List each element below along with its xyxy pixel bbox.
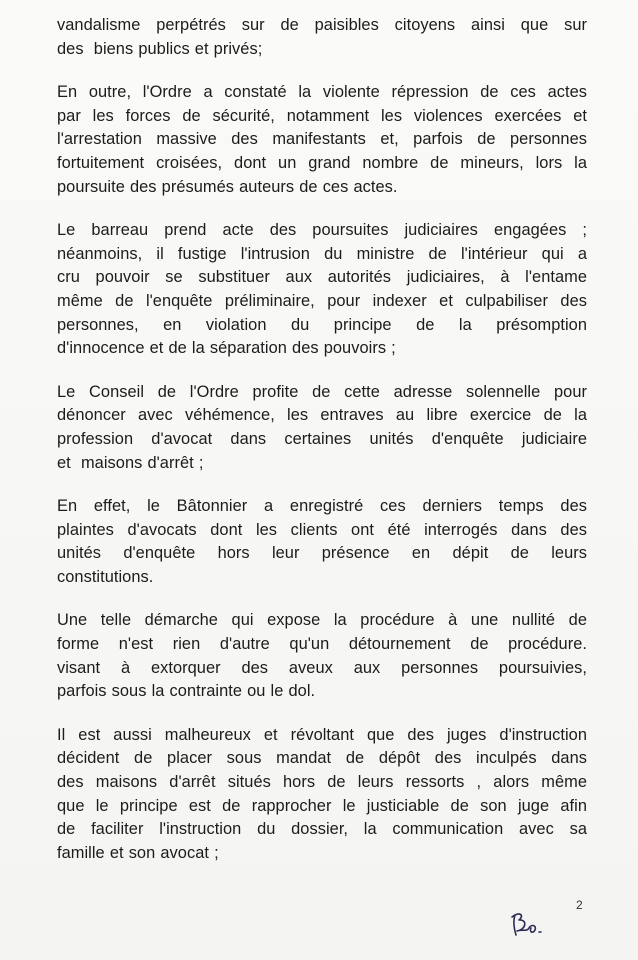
text-line: même de l'enquête préliminaire, pour indexer et culpabiliser des [57,291,587,310]
text-line: que le principe est de rapprocher le justiciable de son juge afin [57,796,587,815]
text-line: néanmoins, il fustige l'intrusion du ministre de l'intérieur qui a [57,244,587,263]
text-line: d'innocence et de la séparation des pouvoirs ; [57,339,396,358]
paragraph [57,381,587,475]
text-line: des maisons d'arrêt situés hors de leurs ressorts , alors même [57,773,587,792]
text-line: dénoncer avec véhémence, les entraves au libre exercice de la [57,406,587,425]
text-line: et maisons d'arrêt ; [57,453,204,472]
paragraph [57,219,587,361]
text-line: des biens publics et privés; [57,39,263,58]
paragraph [57,609,587,703]
text-line: vandalisme perpétrés sur de paisibles citoyens ainsi que sur [57,16,587,34]
paragraph [57,81,587,199]
text-line: de faciliter l'instruction du dossier, la communication avec sa [57,820,587,839]
paragraph [57,724,587,866]
text-line: l'arrestation massive des manifestants et, parfois de personnes [57,130,587,149]
text-line: constitutions. [57,567,154,586]
text-line: plaintes d'avocats dont les clients ont été interrogés dans des [57,520,587,539]
paragraph [57,14,587,61]
text-line: par les forces de sécurité, notamment les violences exercées et [57,106,587,125]
text-line: profession d'avocat dans certaines unités d'enquête judiciaire [57,429,587,448]
text-line: famille et son avocat ; [57,843,219,862]
text-line: décident de placer sous mandat de dépôt des inculpés dans [57,749,587,768]
text-line: En effet, le Bâtonnier a enregistré ces derniers temps des [57,497,587,516]
text-line: Le Conseil de l'Ordre profite de cette adresse solennelle pour [57,382,587,401]
text-line: Une telle démarche qui expose la procédure à une nullité de [57,611,587,630]
document-body [57,14,587,885]
page-number: 2 [576,898,583,912]
text-line: Le barreau prend acte des poursuites judiciaires engagées ; [57,221,587,240]
text-line: poursuite des présumés auteurs de ces actes. [57,177,398,196]
text-line: En outre, l'Ordre a constaté la violente répression de ces actes [57,83,587,102]
text-line: Il est aussi malheureux et révoltant que des juges d'instruction [57,725,587,744]
text-line: forme n'est rien d'autre qu'un détournement de procédure. [57,635,587,654]
text-line: visant à extorquer des aveux aux personnes poursuivies, [57,658,587,677]
handwritten-initials-icon [507,905,551,939]
text-line: parfois sous la contrainte ou le dol. [57,682,316,701]
text-line: fortuitement croisées, dont un grand nombre de mineurs, lors la [57,153,587,172]
text-line: personnes, en violation du principe de la présomption [57,315,587,334]
text-line: cru pouvoir se substituer aux autorités judiciaires, à l'entame [57,268,587,287]
paragraph [57,495,587,589]
text-line: unités d'enquête hors leur présence en dépit de leurs [57,544,587,563]
